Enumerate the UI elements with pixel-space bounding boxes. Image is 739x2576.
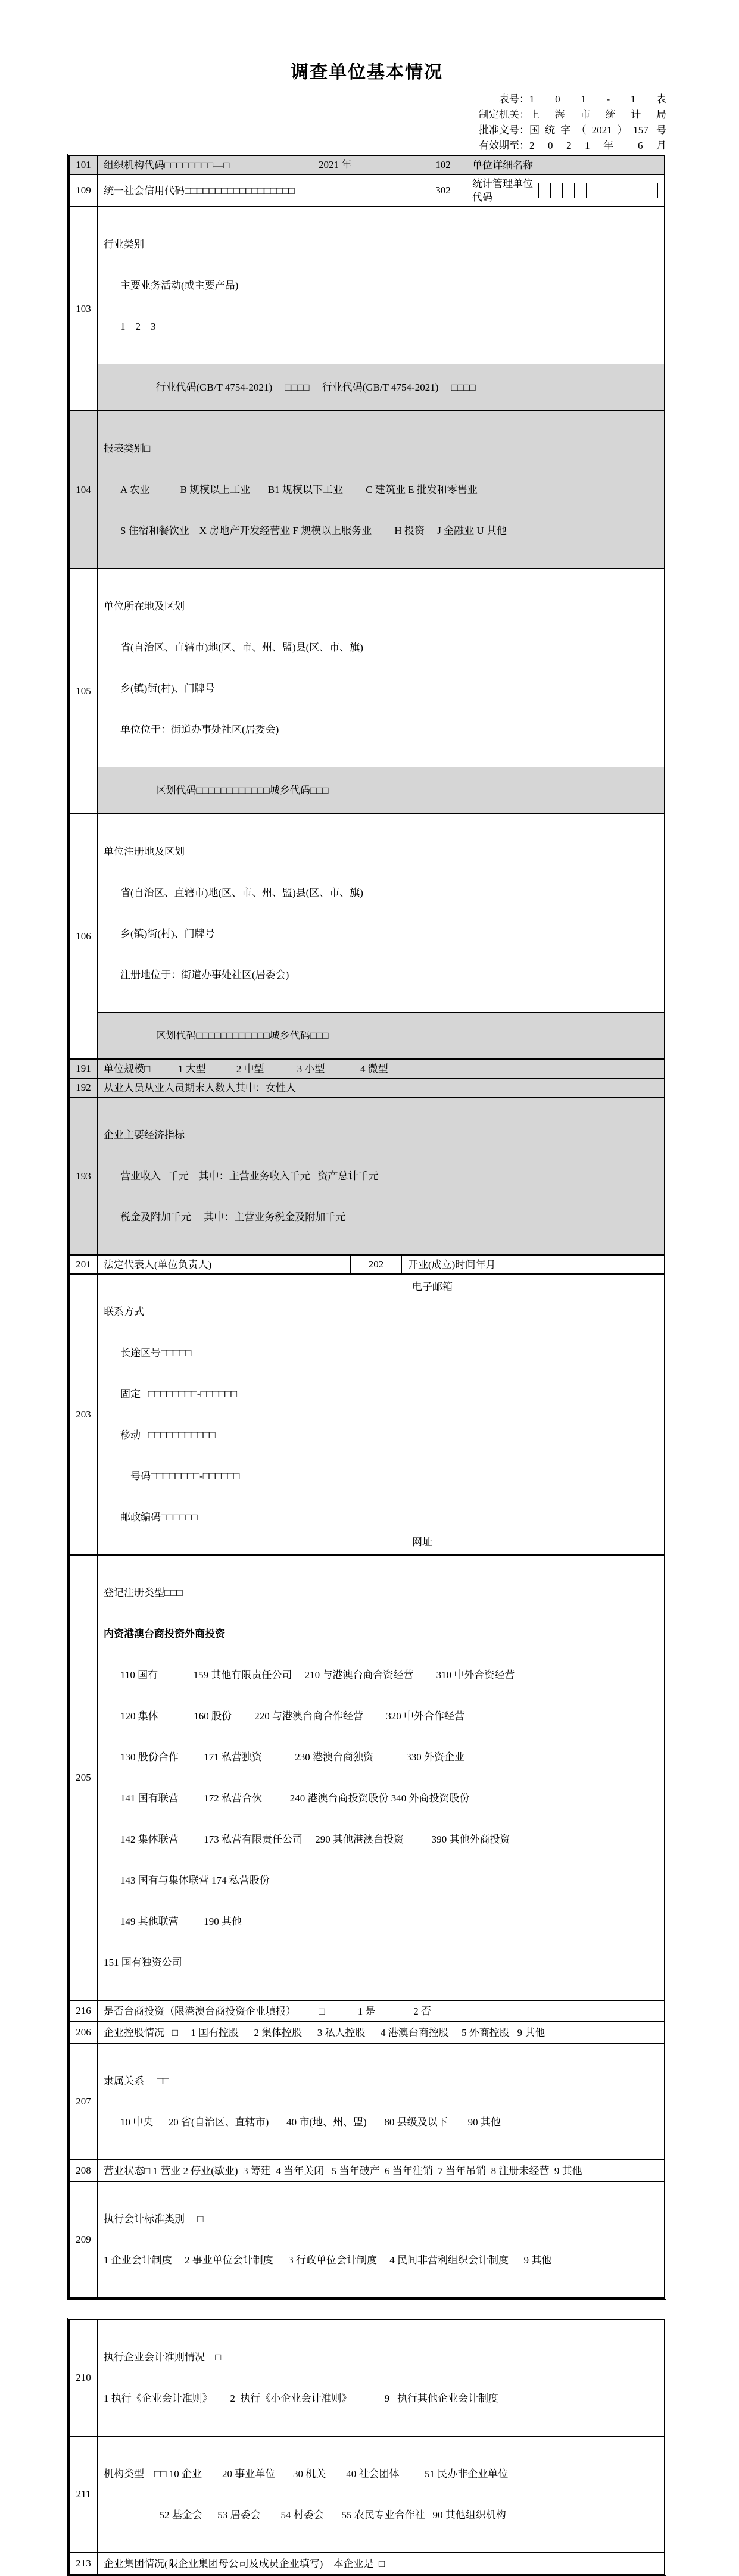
row-104-code: 104 xyxy=(70,411,98,568)
code-box xyxy=(646,183,658,198)
legal-representative: 法定代表人(单位负责人) xyxy=(104,1259,212,1270)
location-title: 单位所在地及区划 xyxy=(104,601,185,612)
business-status: 营业状态□ 1 营业 2 停业(歇业) 3 筹建 4 当年关闭 5 当年破产 6 当年注销 7 当年吊销 8 注册未经营 9 其他 xyxy=(104,2165,582,2177)
meta-label: 批准文号： xyxy=(479,124,529,136)
employees: 从业人员从业人员期末人数人其中：女性人 xyxy=(104,1082,296,1094)
mobile: 移动 □□□□□□□□□□□ xyxy=(120,1429,216,1441)
row-193 xyxy=(70,1097,664,1254)
org-code-label: 组织机构代码□□□□□□□□—□ xyxy=(104,159,230,171)
contact-title: 联系方式 xyxy=(104,1306,144,1317)
secondary-table xyxy=(67,2318,666,2576)
unit-location xyxy=(98,569,664,767)
row-103-code: 103 xyxy=(70,207,98,410)
accounting-standard xyxy=(98,2182,664,2297)
accounting-rules-title: 执行企业会计准则情况 □ xyxy=(104,2352,222,2363)
meta-valid-until xyxy=(470,138,666,154)
reg-type-line-1: 110 国有 159 其他有限责任公司 210 与港澳台商合资经营 310 中外合资经营 xyxy=(120,1669,515,1681)
reg-location-code-band xyxy=(98,1012,664,1058)
row-105-code: 105 xyxy=(70,569,98,813)
reg-type-line-8: 151 国有独资公司 xyxy=(104,1957,182,1968)
row-213 xyxy=(70,2552,664,2574)
row-102-code: 102 xyxy=(420,156,466,174)
reg-type-line-7: 149 其他联营 190 其他 xyxy=(120,1916,242,1927)
reg-type-line-4: 141 国有联营 172 私营合伙 240 港澳台商投资股份 340 外商投资股份 xyxy=(120,1793,470,1804)
meta-label: 有效期至： xyxy=(479,140,529,151)
row-210 xyxy=(70,2320,664,2436)
reg-location-community: 注册地位于：街道办事处社区(居委会) xyxy=(120,969,289,981)
row-101 xyxy=(70,156,664,174)
location-code-text: 区划代码□□□□□□□□□□□□城乡代码□□□ xyxy=(155,785,329,796)
reg-location-street: 乡(镇)街(村)、门牌号 xyxy=(120,928,215,939)
report-type xyxy=(98,411,664,568)
row-191 xyxy=(70,1058,664,1078)
report-type-title: 报表类别□ xyxy=(104,443,151,454)
row-203 xyxy=(70,1273,664,1554)
industry-category xyxy=(98,207,664,364)
row-106 xyxy=(70,813,664,1058)
code-box xyxy=(634,183,646,198)
institution-type-line-2: 52 基金会 53 居委会 54 村委会 55 农民专业合作社 90 其他组织机构 xyxy=(104,2509,506,2521)
email-label: 电子邮箱 xyxy=(412,1281,453,1292)
row-106-code: 106 xyxy=(70,814,98,1058)
row-191-code: 191 xyxy=(70,1060,98,1078)
reg-type-subtitle: 内资港澳台商投资外商投资 xyxy=(104,1628,225,1640)
affiliation-options: 10 中央 20 省(自治区、直辖市) 40 市(地、州、盟) 80 县级及以下 90 其他 xyxy=(120,2116,501,2128)
postal-code: 邮政编码□□□□□□ xyxy=(120,1512,198,1523)
econ-revenue: 营业收入 千元 其中：主营业务收入千元 资产总计千元 xyxy=(120,1170,379,1182)
code-box xyxy=(622,183,634,198)
location-code-band xyxy=(98,767,664,813)
reg-location-province: 省(自治区、直辖市)地(区、市、州、盟)县(区、市、旗) xyxy=(120,887,363,898)
row-203-code: 203 xyxy=(70,1275,98,1554)
affiliation-title: 隶属关系 □□ xyxy=(104,2075,169,2087)
reg-type-line-3: 130 股份合作 171 私营独资 230 港澳台商独资 330 外资企业 xyxy=(120,1751,464,1763)
row-208-code: 208 xyxy=(70,2160,98,2181)
meta-value: 上 海 市 统 计 局 xyxy=(529,109,666,120)
report-type-options-2: S 住宿和餐饮业 X 房地产开发经营业 F 规模以上服务业 H 投资 J 金融业 U 其他 xyxy=(120,525,507,536)
registration-type xyxy=(98,1556,664,2000)
row-201-code: 201 xyxy=(70,1256,98,1273)
code-box xyxy=(550,183,563,198)
contact-info xyxy=(98,1275,401,1554)
meta-value: 2 0 2 1 年 6 月 xyxy=(529,140,666,151)
opening-date: 开业(成立)时间年月 xyxy=(408,1259,496,1270)
meta-label: 制定机关： xyxy=(479,109,529,120)
row-207 xyxy=(70,2043,664,2159)
row-104 xyxy=(70,410,664,568)
row-205 xyxy=(70,1554,664,2000)
reg-type-line-6: 143 国有与集体联营 174 私营股份 xyxy=(120,1875,270,1886)
accounting-rules xyxy=(98,2320,664,2436)
table-gap xyxy=(67,2300,666,2318)
economic-indicators xyxy=(98,1098,664,1254)
location-community: 单位位于：街道办事处社区(居委会) xyxy=(120,724,279,735)
row-201 xyxy=(70,1254,664,1273)
row-211-code: 211 xyxy=(70,2437,98,2552)
row-205-code: 205 xyxy=(70,1556,98,2000)
credit-code-label: 统一社会信用代码□□□□□□□□□□□□□□□□□□ xyxy=(104,185,295,196)
location-province: 省(自治区、直辖市)地(区、市、州、盟)县(区、市、旗) xyxy=(120,642,363,653)
meta-form-number xyxy=(470,92,666,107)
industry-code-text: 行业代码(GB/T 4754-2021) □□□□ 行业代码(GB/T 4754-2021) □□□□ xyxy=(155,382,476,393)
affiliation xyxy=(98,2044,664,2159)
row-216 xyxy=(70,2000,664,2021)
registered-location xyxy=(98,814,664,1012)
code-box xyxy=(538,183,551,198)
meta-issuing-agency xyxy=(470,107,666,123)
row-192 xyxy=(70,1078,664,1097)
area-code: 长途区号□□□□□ xyxy=(120,1347,192,1359)
unit-name-label: 单位详细名称 xyxy=(472,159,533,171)
code-box xyxy=(574,183,587,198)
report-type-options-1: A 农业 B 规模以上工业 B1 规模以下工业 C 建筑业 E 批发和零售业 xyxy=(120,484,478,495)
code-box xyxy=(586,183,598,198)
row-216-code: 216 xyxy=(70,2001,98,2021)
institution-type xyxy=(98,2437,664,2552)
reg-location-title: 单位注册地及区划 xyxy=(104,846,185,857)
row-213-code: 213 xyxy=(70,2553,98,2574)
meta-label: 表号： xyxy=(499,93,529,105)
landline: 固定 □□□□□□□□-□□□□□□ xyxy=(120,1388,238,1400)
accounting-rules-options: 1 执行《企业会计准则》 2 执行《小企业会计准则》 9 执行其他企业会计制度 xyxy=(104,2393,498,2404)
row-193-code: 193 xyxy=(70,1098,98,1254)
meta-value: 国统字（2021）157 号 xyxy=(529,124,666,136)
number: 号码□□□□□□□□-□□□□□□ xyxy=(120,1470,240,1482)
row-208 xyxy=(70,2159,664,2181)
row-109 xyxy=(70,174,664,206)
meta-value: 1 0 1 - 1 表 xyxy=(529,93,666,105)
main-table xyxy=(67,154,666,2300)
industry-code-band xyxy=(98,364,664,410)
industry-title: 行业类别 xyxy=(104,239,144,250)
reg-type-title: 登记注册类型□□□ xyxy=(104,1587,183,1598)
stat-unit-code-text: 统计管理单位代码 xyxy=(472,178,533,203)
code-box xyxy=(598,183,610,198)
row-202-code: 202 xyxy=(350,1256,402,1273)
reg-type-line-5: 142 集体联营 173 私营有限责任公司 290 其他港澳台投资 390 其他外商投资 xyxy=(120,1834,510,1845)
row-302-code: 302 xyxy=(420,175,466,206)
reg-location-code-text: 区划代码□□□□□□□□□□□□城乡代码□□□ xyxy=(155,1030,329,1041)
row-101-code: 101 xyxy=(70,156,98,174)
holding-status: 企业控股情况 □ 1 国有控股 2 集体控股 3 私人控股 4 港澳台商控股 5 外商控股 9 其他 xyxy=(104,2027,545,2038)
row-105 xyxy=(70,568,664,813)
meta-approval-number xyxy=(470,123,666,138)
accounting-title: 执行会计标准类别 □ xyxy=(104,2213,204,2225)
activity-numbers: 1 2 3 xyxy=(120,321,156,332)
enterprise-group: 企业集团情况(限企业集团母公司及成员企业填写) 本企业是 □ xyxy=(104,2558,385,2569)
row-206-code: 206 xyxy=(70,2022,98,2043)
form-meta xyxy=(470,92,666,154)
row-103 xyxy=(70,206,664,410)
stat-unit-code-boxes xyxy=(539,183,658,198)
website-label: 网址 xyxy=(412,1537,432,1548)
unit-scale: 单位规模□ 1 大型 2 中型 3 小型 4 微型 xyxy=(104,1063,388,1075)
code-box xyxy=(610,183,622,198)
row-209 xyxy=(70,2181,664,2297)
form-title: 调查单位基本情况 xyxy=(291,63,443,82)
main-activity: 主要业务活动(或主要产品) xyxy=(120,280,239,291)
stat-unit-code-label xyxy=(466,175,664,206)
econ-title: 企业主要经济指标 xyxy=(104,1129,185,1141)
reg-type-line-2: 120 集体 160 股份 220 与港澳台商合作经营 320 中外合作经营 xyxy=(120,1710,464,1722)
taiwan-investment: 是否台商投资（限港澳台商投资企业填报） □ 1 是 2 否 xyxy=(104,2005,432,2017)
contact-online xyxy=(401,1275,664,1554)
row-109-code: 109 xyxy=(70,175,98,206)
row-211 xyxy=(70,2436,664,2552)
row-192-code: 192 xyxy=(70,1079,98,1097)
report-year: 2021 年 xyxy=(319,159,352,170)
row-209-code: 209 xyxy=(70,2182,98,2297)
location-street: 乡(镇)街(村)、门牌号 xyxy=(120,683,215,694)
econ-tax: 税金及附加千元 其中：主营业务税金及附加千元 xyxy=(120,1211,346,1223)
code-box xyxy=(562,183,575,198)
accounting-options: 1 企业会计制度 2 事业单位会计制度 3 行政单位会计制度 4 民间非营利组织会计制度 9 其他 xyxy=(104,2255,552,2266)
row-210-code: 210 xyxy=(70,2320,98,2436)
row-206 xyxy=(70,2021,664,2043)
institution-type-line-1: 机构类型 □□ 10 企业 20 事业单位 30 机关 40 社会团体 51 民办非企业单位 xyxy=(104,2468,509,2480)
row-207-code: 207 xyxy=(70,2044,98,2159)
